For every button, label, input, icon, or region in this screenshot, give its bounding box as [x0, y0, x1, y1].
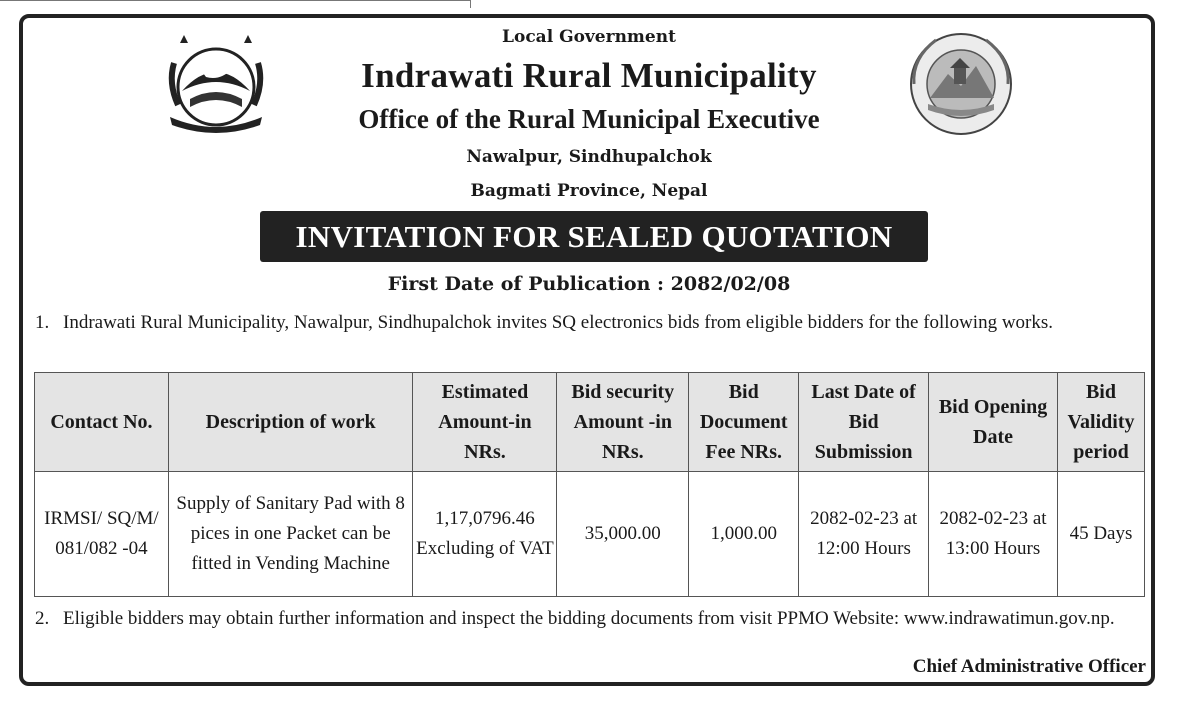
cell-estimated: 1,17,0796.46 Excluding of VAT: [413, 472, 557, 597]
header-contact: Contact No.: [35, 373, 169, 472]
paragraph-2: [35, 604, 1147, 634]
header-estimated: Estimated Amount-in NRs.: [413, 373, 557, 472]
cell-contact: IRMSI/ SQ/M/ 081/082 -04: [35, 472, 169, 597]
header-last-date: Last Date of Bid Submission: [799, 373, 929, 472]
top-rule: [0, 0, 470, 1]
table-row: [35, 472, 1145, 597]
municipality-name: Indrawati Rural Municipality: [361, 56, 817, 95]
top-tick: [470, 0, 471, 8]
header-security: Bid security Amount -in NRs.: [557, 373, 689, 472]
cell-last-date: 2082-02-23 at 12:00 Hours: [799, 472, 929, 597]
table-header-row: [35, 373, 1145, 472]
header-fee: Bid Document Fee NRs.: [689, 373, 799, 472]
header-validity: Bid Validity period: [1057, 373, 1144, 472]
paragraph-1: [35, 308, 1147, 338]
header-description: Description of work: [168, 373, 413, 472]
government-level: Local Government: [502, 27, 676, 47]
cell-opening: 2082-02-23 at 13:00 Hours: [929, 472, 1058, 597]
cell-fee: 1,000.00: [689, 472, 799, 597]
header-opening: Bid Opening Date: [929, 373, 1058, 472]
paragraph-2-number: 2.: [35, 608, 50, 629]
paragraph-2-text: Eligible bidders may obtain further information and inspect the bidding documents from visit PPMO Website: www.indrawatimun.gov.np.: [63, 608, 1115, 629]
paragraph-1-number: 1.: [35, 312, 50, 333]
signoff: Chief Administrative Officer: [912, 656, 1146, 677]
notice-title-banner: INVITATION FOR SEALED QUOTATION: [260, 211, 928, 262]
publication-date: First Date of Publication : 2082/02/08: [387, 273, 791, 295]
paragraph-1-text: Indrawati Rural Municipality, Nawalpur, Sindhupalchok invites SQ electronics bids from eligible bidders for the following works.: [63, 312, 1054, 333]
cell-description: Supply of Sanitary Pad with 8 pices in one Packet can be fitted in Vending Machine: [168, 472, 413, 597]
cell-security: 35,000.00: [557, 472, 689, 597]
location-line-2: Bagmati Province, Nepal: [470, 181, 708, 201]
location-line-1: Nawalpur, Sindhupalchok: [466, 147, 712, 167]
works-table: [34, 372, 1145, 597]
cell-validity: 45 Days: [1057, 472, 1144, 597]
office-name: Office of the Rural Municipal Executive: [358, 104, 820, 134]
